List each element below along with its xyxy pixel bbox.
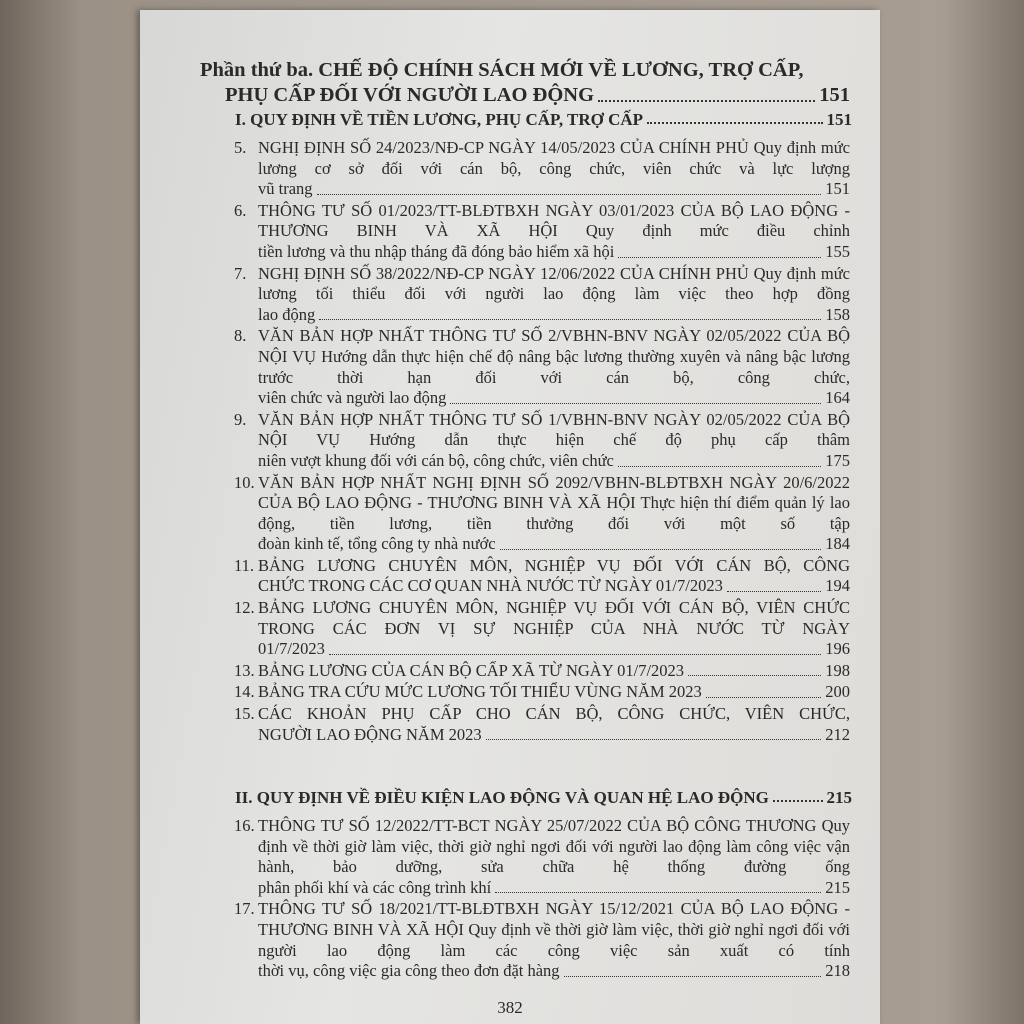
toc-entry-last-line: niên vượt khung đối với cán bộ, công chức, viên chức <box>258 450 614 470</box>
toc-entry: 17. THÔNG TƯ SỐ 18/2021/TT-BLĐTBXH NGÀY 15/12/2021 CỦA BỘ LAO ĐỘNG - THƯƠNG BINH VÀ XÃ HỘI Quy định về thời giờ làm việc, thời giờ nghỉ ngơi đối với người lao động làm các công việc sản xuất có tính thời vụ, công việc gia công theo đơn đặt hàng 218 <box>234 899 850 981</box>
toc-entry-last-line: CHỨC TRONG CÁC CƠ QUAN NHÀ NƯỚC TỪ NGÀY 01/7/2023 <box>258 576 723 596</box>
toc-entry: 5. NGHỊ ĐỊNH SỐ 24/2023/NĐ-CP NGÀY 14/05/2023 CỦA CHÍNH PHỦ Quy định mức lương cơ sở đối với cán bộ, công chức, viên chức và lực lượng vũ trang 151 <box>234 138 850 199</box>
dot-leader <box>564 961 822 977</box>
toc-entry-page: 215 <box>825 877 850 897</box>
toc-entry-last-line: thời vụ, công việc gia công theo đơn đặt hàng <box>258 961 560 981</box>
toc-entry-text: VĂN BẢN HỢP NHẤT NGHỊ ĐỊNH SỐ 2092/VBHN-BLĐTBXH NGÀY 20/6/2022 CỦA BỘ LAO ĐỘNG - THƯƠNG BINH VÀ XÃ HỘI Thực hiện thí điểm quản lý lao động, tiền lương, tiền thưởng đối với một số tập <box>258 472 850 533</box>
dot-leader <box>773 788 823 802</box>
toc-entry-text: THÔNG TƯ SỐ 01/2023/TT-BLĐTBXH NGÀY 03/01/2023 CỦA BỘ LAO ĐỘNG - THƯƠNG BINH VÀ XÃ HỘI Quy định mức điều chỉnh <box>258 200 850 241</box>
section-2-title: II. QUY ĐỊNH VỀ ĐIỀU KIỆN LAO ĐỘNG VÀ QUAN HỆ LAO ĐỘNG <box>235 788 769 807</box>
dot-leader <box>500 534 822 550</box>
toc-entry: 15. CÁC KHOẢN PHỤ CẤP CHO CÁN BỘ, CÔNG CHỨC, VIÊN CHỨC, NGƯỜI LAO ĐỘNG NĂM 2023 212 <box>234 704 850 744</box>
toc-entry-last-line: lao động <box>258 304 316 324</box>
toc-entry-page: 151 <box>825 179 850 199</box>
part-heading <box>200 58 850 108</box>
section-1-entries <box>234 138 850 746</box>
section-1-title: I. QUY ĐỊNH VỀ TIỀN LƯƠNG, PHỤ CẤP, TRỢ CẤP <box>235 110 644 129</box>
toc-entry-text: NGHỊ ĐỊNH SỐ 24/2023/NĐ-CP NGÀY 14/05/2023 CỦA CHÍNH PHỦ Quy định mức lương cơ sở đối với cán bộ, công chức, viên chức và lực lượng <box>258 138 850 178</box>
toc-entry: 11. BẢNG LƯƠNG CHUYÊN MÔN, NGHIỆP VỤ ĐỐI VỚI CÁN BỘ, CÔNG CHỨC TRONG CÁC CƠ QUAN NHÀ NƯỚC TỪ NGÀY 01/7/2023 194 <box>234 555 850 596</box>
page-number: 382 <box>497 998 523 1017</box>
toc-entry-last-line: viên chức và người lao động <box>258 388 447 408</box>
toc-entry-page: 164 <box>825 388 850 408</box>
toc-entry-last-line: BẢNG TRA CỨU MỨC LƯƠNG TỐI THIỂU VÙNG NĂM 2023 <box>258 682 702 702</box>
toc-entry-page: 175 <box>825 450 850 470</box>
part-heading-line1: Phần thứ ba. CHẾ ĐỘ CHÍNH SÁCH MỚI VỀ LƯƠNG, TRỢ CẤP, <box>200 59 804 81</box>
toc-entry-text: VĂN BẢN HỢP NHẤT THÔNG TƯ SỐ 2/VBHN-BNV NGÀY 02/05/2022 CỦA BỘ NỘI VỤ Hướng dẫn thực hiện chế độ nâng bậc lương thường xuyên và nâng bậc lương trước thời hạn đối với cán bộ, công chức, <box>258 326 850 387</box>
toc-entry-last-line: tiền lương và thu nhập tháng đã đóng bảo hiểm xã hội <box>258 241 615 261</box>
dot-leader <box>486 725 822 741</box>
section-2-page: 215 <box>826 788 852 807</box>
dot-leader <box>495 878 821 894</box>
dot-leader <box>706 682 822 698</box>
section-1-page: 151 <box>826 110 852 129</box>
toc-entry-page: 155 <box>825 241 850 261</box>
toc-entry-last-line: phân phối khí và các công trình khí <box>258 877 492 897</box>
toc-entry: 7. NGHỊ ĐỊNH SỐ 38/2022/NĐ-CP NGÀY 12/06/2022 CỦA CHÍNH PHỦ Quy định mức lương tối thiểu đối với người lao động làm việc theo hợp đồng lao động 158 <box>234 263 850 324</box>
toc-entry-text: BẢNG LƯƠNG CHUYÊN MÔN, NGHIỆP VỤ ĐỐI VỚI CÁN BỘ, CÔNG <box>258 555 850 575</box>
book-page <box>140 10 880 1024</box>
toc-entry-last-line: đoàn kinh tế, tổng công ty nhà nước <box>258 534 496 554</box>
dot-leader <box>727 576 821 592</box>
toc-entry-last-line: NGƯỜI LAO ĐỘNG NĂM 2023 <box>258 724 482 744</box>
dot-leader <box>329 639 821 655</box>
toc-entry-last-line: BẢNG LƯƠNG CỦA CÁN BỘ CẤP XÃ TỪ NGÀY 01/7/2023 <box>258 660 685 680</box>
dot-leader <box>618 242 821 258</box>
part-heading-line2: PHỤ CẤP ĐỐI VỚI NGƯỜI LAO ĐỘNG <box>225 84 595 106</box>
toc-entry-last-line: vũ trang <box>258 179 313 199</box>
toc-entry-text: CÁC KHOẢN PHỤ CẤP CHO CÁN BỘ, CÔNG CHỨC, VIÊN CHỨC, <box>258 704 850 724</box>
toc-entry-page: 200 <box>825 682 850 702</box>
toc-entry-page: 212 <box>825 724 850 744</box>
toc-entry-text: BẢNG LƯƠNG CHUYÊN MÔN, NGHIỆP VỤ ĐỐI VỚI CÁN BỘ, VIÊN CHỨC TRONG CÁC ĐƠN VỊ SỰ NGHIỆP CỦA NHÀ NƯỚC TỪ NGÀY <box>258 598 850 638</box>
dot-leader <box>688 661 821 677</box>
toc-entry-page: 184 <box>825 534 850 554</box>
part-heading-page: 151 <box>819 84 850 106</box>
toc-entry-page: 198 <box>825 660 850 680</box>
toc-entry-page: 158 <box>825 304 850 324</box>
dot-leader <box>450 388 821 404</box>
toc-entry: 9. VĂN BẢN HỢP NHẤT THÔNG TƯ SỐ 1/VBHN-BNV NGÀY 02/05/2022 CỦA BỘ NỘI VỤ Hướng dẫn thực hiện chế độ phụ cấp thâm niên vượt khung đối với cán bộ, công chức, viên chức 175 <box>234 409 850 470</box>
toc-entry: 12. BẢNG LƯƠNG CHUYÊN MÔN, NGHIỆP VỤ ĐỐI VỚI CÁN BỘ, VIÊN CHỨC TRONG CÁC ĐƠN VỊ SỰ NGHIỆP CỦA NHÀ NƯỚC TỪ NGÀY 01/7/2023 196 <box>234 598 850 659</box>
toc-entry: 16. THÔNG TƯ SỐ 12/2022/TT-BCT NGÀY 25/07/2022 CỦA BỘ CÔNG THƯƠNG Quy định về thời giờ làm việc, thời giờ nghỉ ngơi đối với người lao động làm công việc vận hành, bảo dưỡng, sửa chữa hệ thống đường ống phân phối khí và các công trình khí 215 <box>234 816 850 897</box>
dot-leader <box>618 451 821 467</box>
section-2-heading <box>235 788 852 808</box>
dot-leader <box>319 305 821 321</box>
dot-leader <box>647 110 822 124</box>
toc-entry-last-line: 01/7/2023 <box>258 639 325 659</box>
toc-entry-text: VĂN BẢN HỢP NHẤT THÔNG TƯ SỐ 1/VBHN-BNV NGÀY 02/05/2022 CỦA BỘ NỘI VỤ Hướng dẫn thực hiện chế độ phụ cấp thâm <box>258 409 850 450</box>
dot-leader <box>598 83 815 102</box>
section-2-entries <box>234 816 850 983</box>
dot-leader <box>317 179 822 195</box>
toc-entry: 10. VĂN BẢN HỢP NHẤT NGHỊ ĐỊNH SỐ 2092/VBHN-BLĐTBXH NGÀY 20/6/2022 CỦA BỘ LAO ĐỘNG - THƯƠNG BINH VÀ XÃ HỘI Thực hiện thí điểm quản lý lao động, tiền lương, tiền thưởng đối với một số tập đoàn kinh tế, tổng công ty nhà nước 184 <box>234 472 850 554</box>
section-1-heading <box>235 110 852 130</box>
toc-entry-text: THÔNG TƯ SỐ 12/2022/TT-BCT NGÀY 25/07/2022 CỦA BỘ CÔNG THƯƠNG Quy định về thời giờ làm việc, thời giờ nghỉ ngơi đối với người lao động làm công việc vận hành, bảo dưỡng, sửa chữa hệ thống đường ống <box>258 816 850 877</box>
toc-entry-page: 218 <box>825 961 850 981</box>
toc-entry: 14. BẢNG TRA CỨU MỨC LƯƠNG TỐI THIỂU VÙNG NĂM 2023 200 <box>234 682 850 702</box>
toc-entry: 6. THÔNG TƯ SỐ 01/2023/TT-BLĐTBXH NGÀY 03/01/2023 CỦA BỘ LAO ĐỘNG - THƯƠNG BINH VÀ XÃ HỘI Quy định mức điều chỉnh tiền lương và thu nhập tháng đã đóng bảo hiểm xã hội 155 <box>234 200 850 261</box>
toc-entry-text: NGHỊ ĐỊNH SỐ 38/2022/NĐ-CP NGÀY 12/06/2022 CỦA CHÍNH PHỦ Quy định mức lương tối thiểu đối với người lao động làm việc theo hợp đồng <box>258 263 850 304</box>
toc-entry-page: 194 <box>825 576 850 596</box>
toc-entry: 8. VĂN BẢN HỢP NHẤT THÔNG TƯ SỐ 2/VBHN-BNV NGÀY 02/05/2022 CỦA BỘ NỘI VỤ Hướng dẫn thực hiện chế độ nâng bậc lương thường xuyên và nâng bậc lương trước thời hạn đối với cán bộ, công chức, viên chức và người lao động 164 <box>234 326 850 408</box>
toc-entry: 13. BẢNG LƯƠNG CỦA CÁN BỘ CẤP XÃ TỪ NGÀY 01/7/2023 198 <box>234 660 850 680</box>
toc-entry-text: THÔNG TƯ SỐ 18/2021/TT-BLĐTBXH NGÀY 15/12/2021 CỦA BỘ LAO ĐỘNG - THƯƠNG BINH VÀ XÃ HỘI Quy định về thời giờ làm việc, thời giờ nghỉ ngơi đối với người lao động làm các công việc sản xuất có tính <box>258 899 850 960</box>
toc-entry-page: 196 <box>825 639 850 659</box>
